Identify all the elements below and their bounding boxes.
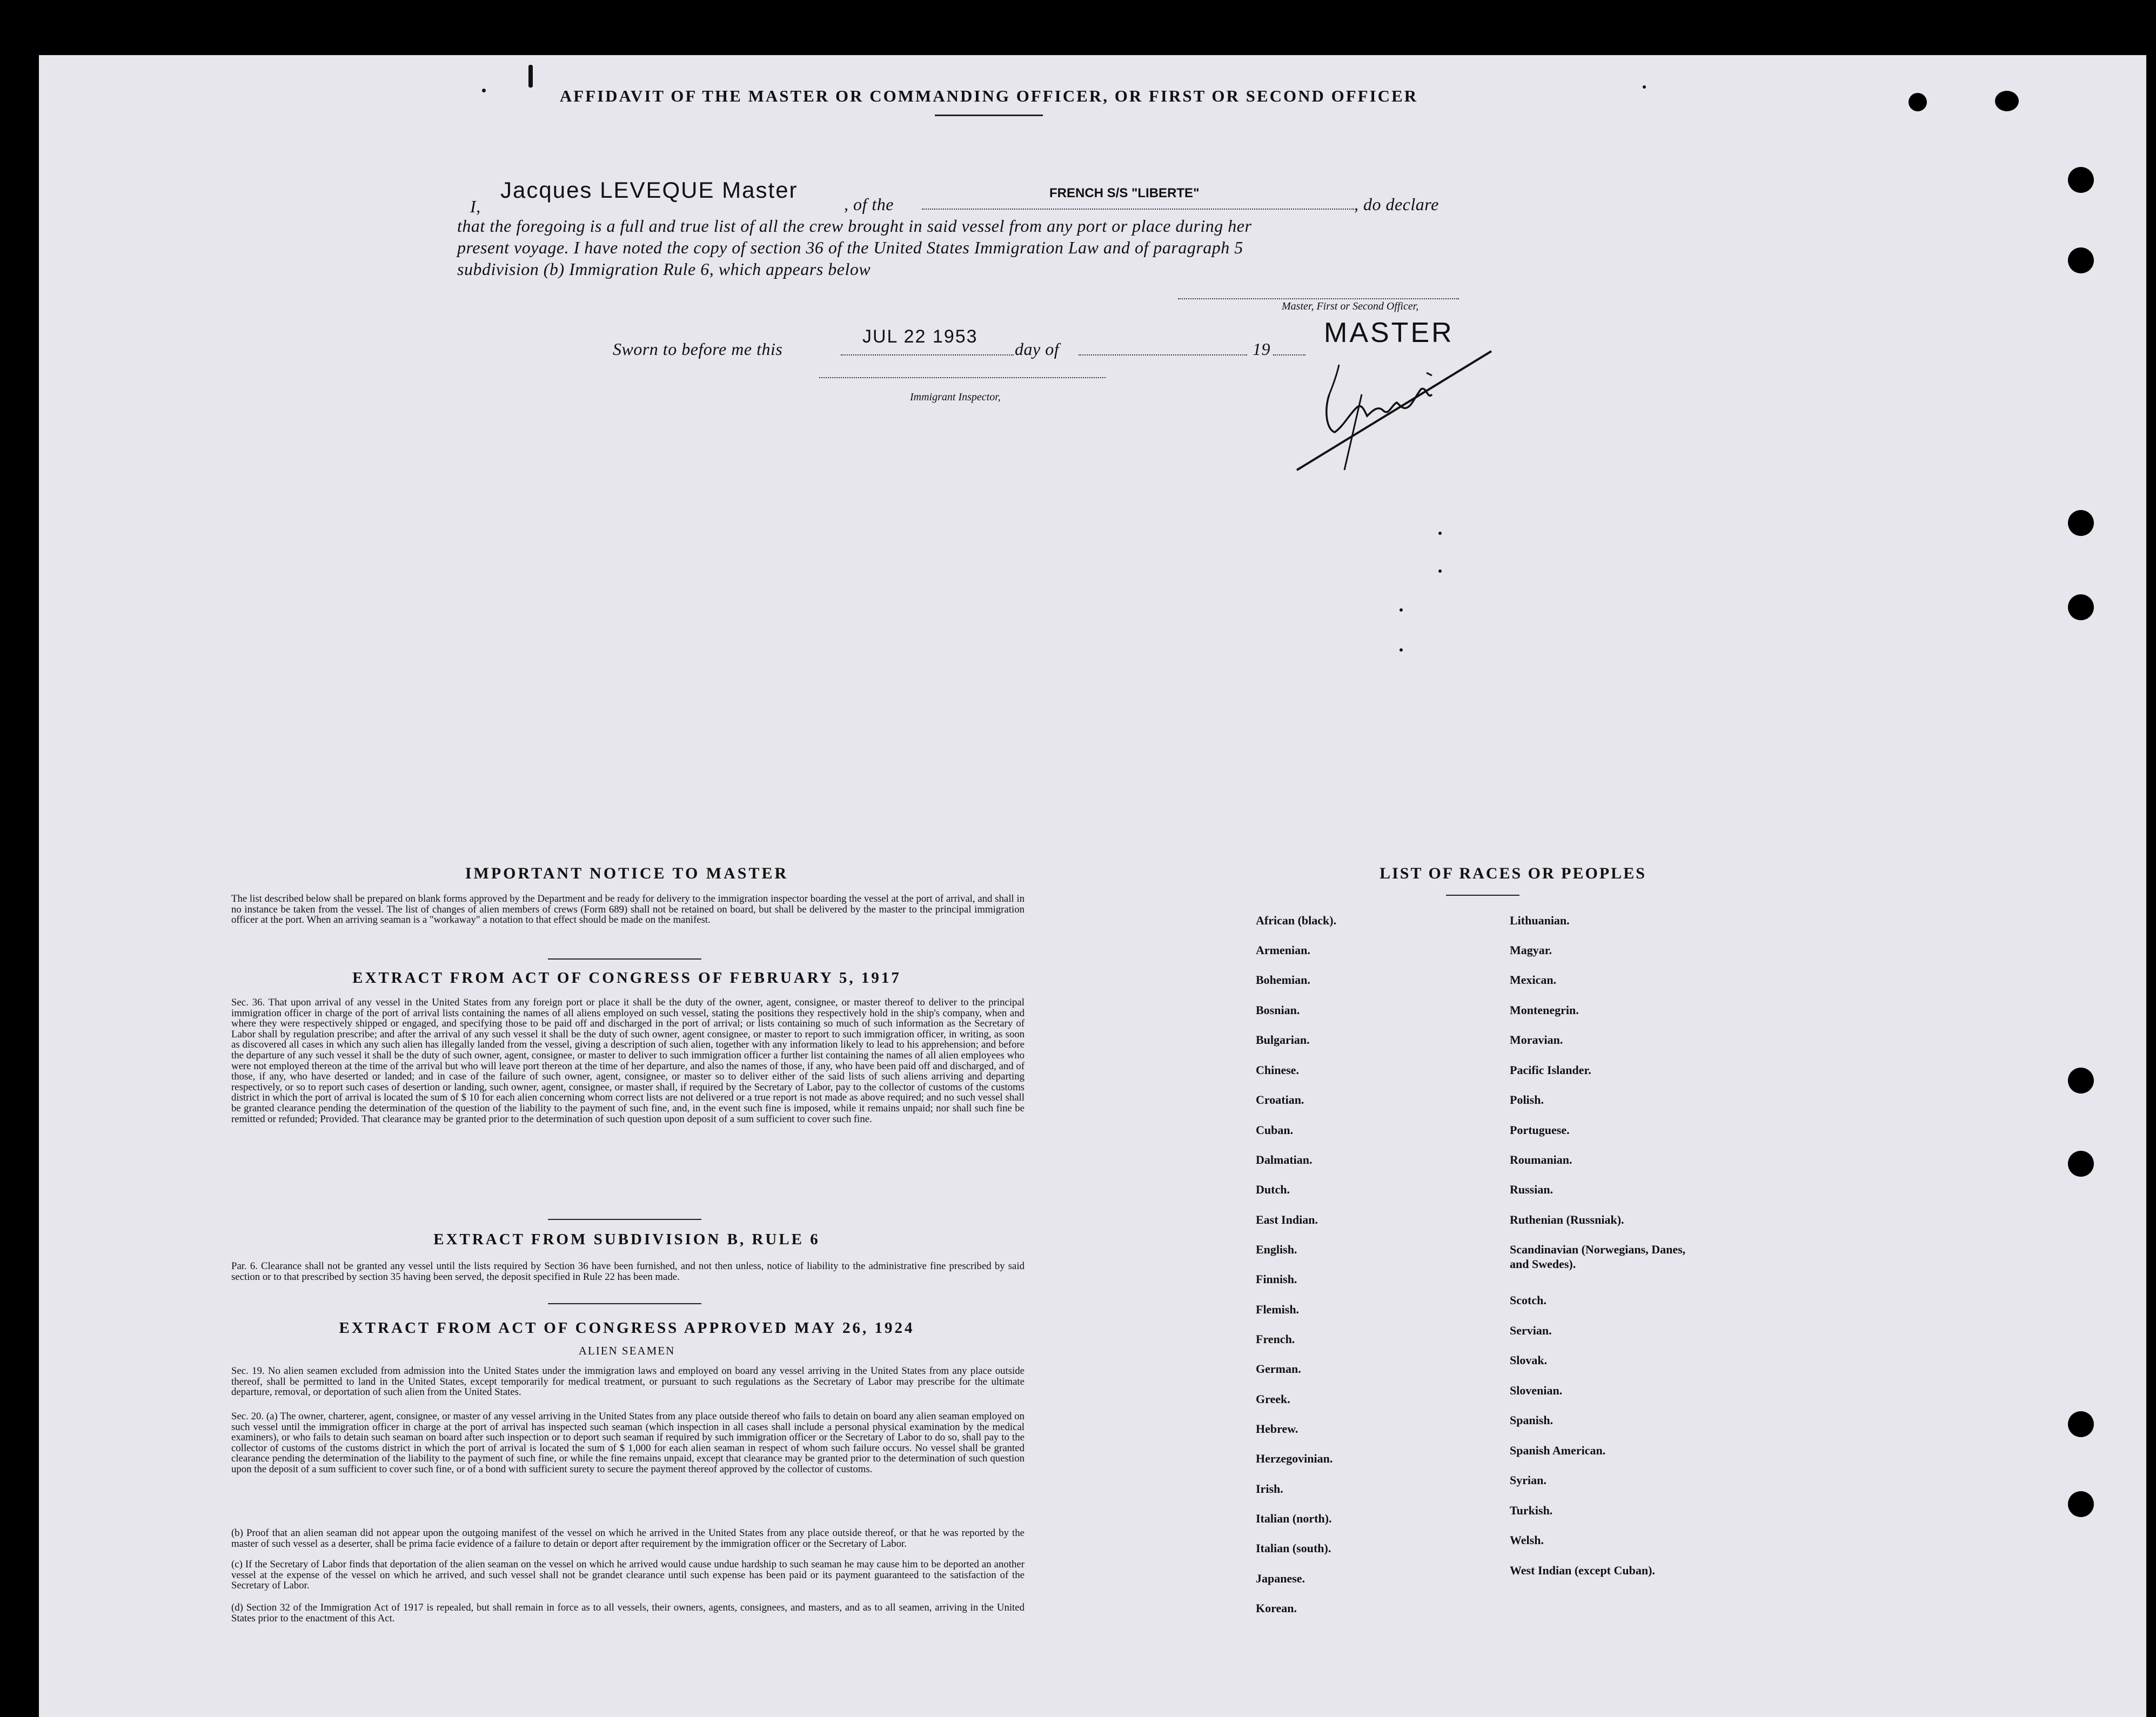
section1-text: Sec. 36. That upon arrival of any vessel in the United States from any foreign port or place it shall be the duty of the owner, agent, consignee, or master thereof to deliver to the principal immigration officer in charge of the port of arrival lists containing the names of all aliens employed on such vessel, stating the positions they respectively hold in the ship's company, when and where they were respectively shipped or engaged, and specifying those to be paid off and discharged in the port of arrival; or lists containing so much of such information as the Secretary of Labor shall by regulation prescribe; and after the arrival of any such vessel it shall be the duty of such owner, agent consignee, or master to report to such immigration officer, in writing, as soon as discovered all cases in which any such alien has illegally landed from the vessel, giving a description of such alien, together with any information likely to lead to his apprehension; and before the departure of any such vessel it shall be the duty of such owner, agent, consignee, or master to deliver to such immigration officer a further list containing the names of all alien employees who were not employed thereon at the time of the arrival but who will leave port thereon at the time of her departure, and also the names of those, if any, who have been paid off and discharged, and of those, if any, who have deserted or landed; and in case of the failure of such owner, agent, consignee, or master so to deliver either of the said lists of such aliens arriving and departing respectively, or so to report such cases of desertion or landing, such owner, agent, consignee, or master shall, if required by the Secretary of Labor, pay to the collector of customs of the customs district in which the port of arrival is located the sum of $ 10 for each alien concerning whom correct lists are not delivered or a true report is not made as above required; and no such vessel shall be granted clearance pending the determination of the question of the liability to the payment of such fine, and, in the event such fine is imposed, while it remains unpaid; nor shall such fine be remitted or refunded; Provided. That clearance may be granted prior to the determination of such question upon deposit of a sum sufficient to cover such fine. xyxy=(231,997,1025,1125)
sworn-day-line xyxy=(841,354,1014,356)
speck xyxy=(1400,648,1403,652)
punch-hole xyxy=(2068,167,2094,193)
race-left-15: French. xyxy=(1256,1332,1295,1346)
race-left-19: Herzegovinian. xyxy=(1256,1452,1333,1465)
race-right-2: Magyar. xyxy=(1510,943,1552,957)
race-right-21: Welsh. xyxy=(1510,1533,1544,1547)
speck xyxy=(1400,608,1403,612)
race-right-6: Pacific Islander. xyxy=(1510,1063,1591,1077)
section1-title: EXTRACT FROM ACT OF CONGRESS OF FEBRUARY 5, 1917 xyxy=(352,969,901,987)
affidavit-do-declare: , do declare xyxy=(1354,194,1439,214)
race-right-8: Portuguese. xyxy=(1510,1123,1570,1137)
race-right-20: Turkish. xyxy=(1510,1504,1553,1517)
section2-rule xyxy=(548,1303,701,1304)
races-title: LIST OF RACES OR PEOPLES xyxy=(1380,864,1646,882)
race-right-13: Scotch. xyxy=(1510,1293,1546,1307)
race-left-20: Irish. xyxy=(1256,1482,1283,1495)
speck xyxy=(1438,569,1442,573)
punch-hole xyxy=(2068,594,2094,620)
notice-rule xyxy=(548,958,701,960)
race-left-22: Italian (south). xyxy=(1256,1541,1331,1555)
inspector-signature-line xyxy=(819,377,1106,378)
punch-hole xyxy=(1909,93,1927,111)
race-right-18: Spanish American. xyxy=(1510,1444,1606,1457)
race-right-16: Slovenian. xyxy=(1510,1384,1563,1397)
day-of-text: day of xyxy=(1015,339,1060,359)
race-right-3: Mexican. xyxy=(1510,973,1557,987)
sworn-date-stamp: JUL 22 1953 xyxy=(862,326,978,347)
vessel-line xyxy=(922,209,1354,210)
race-left-13: Finnish. xyxy=(1256,1272,1297,1286)
affidavit-statement-line-3: subdivision (b) Immigration Rule 6, which appears below xyxy=(457,259,871,279)
affidavit-of-the: , of the xyxy=(844,194,894,214)
section1-rule xyxy=(548,1219,701,1220)
race-left-10: Dutch. xyxy=(1256,1183,1290,1196)
race-right-9: Roumanian. xyxy=(1510,1153,1572,1166)
affidavit-title-rule xyxy=(935,115,1043,116)
vessel-name: FRENCH S/S "LIBERTE" xyxy=(1049,186,1200,200)
race-left-7: Croatian. xyxy=(1256,1093,1304,1106)
race-left-4: Bosnian. xyxy=(1256,1003,1300,1017)
race-right-22: West Indian (except Cuban). xyxy=(1510,1564,1655,1577)
sworn-month-line xyxy=(1079,354,1247,356)
officer-name: Jacques LEVEQUE Master xyxy=(500,177,798,203)
affidavit-i-prefix: I, xyxy=(470,197,481,216)
race-right-11: Ruthenian (Russniak). xyxy=(1510,1213,1624,1226)
section3-sec20d: (d) Section 32 of the Immigration Act of 1917 is repealed, but shall remain in force as to all vessels, their owners, agents, consignees, and masters, and as to all seamen, arriving in the United States prior to the enactment of this Act. xyxy=(231,1602,1025,1624)
punch-hole xyxy=(2068,247,2094,273)
inspector-caption: Immigrant Inspector, xyxy=(910,391,1001,403)
officer-signature-line xyxy=(1178,298,1459,299)
speck xyxy=(528,65,533,88)
section3-subtitle: ALIEN SEAMEN xyxy=(578,1344,675,1357)
race-left-5: Bulgarian. xyxy=(1256,1033,1310,1047)
race-left-11: East Indian. xyxy=(1256,1213,1318,1226)
race-right-12: Scandinavian (Norwegians, Danes, and Swedes). xyxy=(1510,1243,1686,1271)
section3-sec20a: Sec. 20. (a) The owner, charterer, agent, consignee, or master of any vessel arriving in the United States from any place outside thereof who fails to detain on board any alien seaman employed on such vessel until the immigration officer in charge at the port of arrival has inspected such seaman (which inspection in all cases shall include a personal physical examination by the medical examiners), or who fails to detain such seaman on board after such inspection or to deport such seaman if required by such immigration officer or the Secretary of Labor to do so, shall pay to the collector of customs of the customs district in which the port of arrival is located the sum of $ 1,000 for each alien seaman in respect of whom such failure occurs. No vessel shall be granted clearance pending the determination of the liability to the payment of such fine, or while the fine remains unpaid, except that clearance may be granted prior to the determination of such question upon the deposit of a sum sufficient to cover such fine, or of a bond with sufficient surety to secure the payment thereof approved by the collector of customs. xyxy=(231,1411,1025,1475)
notice-title: IMPORTANT NOTICE TO MASTER xyxy=(465,864,789,882)
race-right-7: Polish. xyxy=(1510,1093,1544,1106)
race-right-10: Russian. xyxy=(1510,1183,1554,1196)
race-right-1: Lithuanian. xyxy=(1510,914,1570,927)
race-right-17: Spanish. xyxy=(1510,1413,1554,1427)
race-left-8: Cuban. xyxy=(1256,1123,1294,1137)
punch-hole xyxy=(2068,1151,2094,1177)
race-left-1: African (black). xyxy=(1256,914,1337,927)
section3-title: EXTRACT FROM ACT OF CONGRESS APPROVED MAY 26, 1924 xyxy=(339,1319,915,1337)
race-left-24: Korean. xyxy=(1256,1601,1297,1615)
officer-caption: Master, First or Second Officer, xyxy=(1282,300,1419,312)
speck xyxy=(1438,532,1442,535)
affidavit-title: AFFIDAVIT OF THE MASTER OR COMMANDING OFFICER, OR FIRST OR SECOND OFFICER xyxy=(559,86,1418,105)
race-right-14: Servian. xyxy=(1510,1324,1552,1337)
affidavit-statement-line-1: that the foregoing is a full and true list of all the crew brought in said vessel from any port or place during her xyxy=(457,216,1252,236)
race-left-3: Bohemian. xyxy=(1256,973,1310,987)
punch-hole xyxy=(2068,1411,2094,1437)
race-left-21: Italian (north). xyxy=(1256,1512,1332,1525)
section2-title: EXTRACT FROM SUBDIVISION B, RULE 6 xyxy=(433,1231,820,1248)
affidavit-statement-line-2: present voyage. I have noted the copy of section 36 of the United States Immigration Law and of paragraph 5 xyxy=(457,238,1243,257)
punch-hole xyxy=(2068,1068,2094,1094)
rank-stamp: MASTER xyxy=(1324,317,1454,348)
race-left-17: Greek. xyxy=(1256,1392,1290,1406)
race-left-14: Flemish. xyxy=(1256,1303,1300,1316)
races-title-rule xyxy=(1446,895,1519,896)
race-left-23: Japanese. xyxy=(1256,1572,1305,1585)
section3-sec19: Sec. 19. No alien seamen excluded from admission into the United States under the immigration laws and employed on board any vessel arriving in the United States from any place outside thereof, shall be permitted to land in the United States, except temporarily for medical treatment, or pursuant to such regulations as the Secretary of Labor may prescribe for the ultimate departure, removal, or deportation of such alien from the United States. xyxy=(231,1365,1025,1398)
year-prefix: 19 xyxy=(1253,339,1270,359)
section3-sec20b: (b) Proof that an alien seaman did not appear upon the outgoing manifest of the vessel on which he arrived in the United States from any place outside thereof, or that he was reported by the master of such vessel as a deserter, shall be prima facie evidence of a failure to detain or deport after requirement by the immigration officer or the Secretary of Labor. xyxy=(231,1527,1025,1550)
race-left-2: Armenian. xyxy=(1256,943,1310,957)
section2-text: Par. 6. Clearance shall not be granted any vessel until the lists required by Section 36 have been furnished, and not then unless, notice of liability to the administrative fine prescribed by said section or to that prescribed by section 35 having been served, the deposit specified in Rule 22 has been made. xyxy=(231,1260,1025,1283)
section3-sec20c: (c) If the Secretary of Labor finds that deportation of the alien seaman on the vessel on which he arrived would cause undue hardship to such seaman he may cause him to be deported an another vessel at the expense of the vessel on which he arrived, and such vessel shall not be grandet clearance until such expense has been paid or its payment guaranteed to the satisfaction of the Secretary of Labor. xyxy=(231,1559,1025,1592)
sworn-text: Sworn to before me this xyxy=(613,339,783,359)
punch-hole xyxy=(2068,510,2094,536)
race-right-4: Montenegrin. xyxy=(1510,1003,1579,1017)
speck xyxy=(1643,85,1646,89)
race-left-18: Hebrew. xyxy=(1256,1422,1298,1436)
handwritten-signature xyxy=(1275,335,1502,486)
race-left-6: Chinese. xyxy=(1256,1063,1300,1077)
race-right-5: Moravian. xyxy=(1510,1033,1563,1047)
race-left-16: German. xyxy=(1256,1362,1301,1376)
notice-intro-text: The list described below shall be prepared on blank forms approved by the Department and be ready for delivery to the immigration inspector boarding the vessel at the port of arrival, and shall in no instance be taken from the vessel. The list of changes of alien members of crews (Form 689) shall not be retained on board, but shall be delivered by the master to the principal immigration officer at the port. When an arriving seaman is a "workaway" a notation to that effect should be made on the manifest. xyxy=(231,893,1025,926)
punch-hole xyxy=(2068,1491,2094,1517)
punch-hole xyxy=(1995,91,2019,111)
race-right-15: Slovak. xyxy=(1510,1353,1548,1367)
race-right-19: Syrian. xyxy=(1510,1473,1546,1487)
race-left-12: English. xyxy=(1256,1243,1297,1256)
race-left-9: Dalmatian. xyxy=(1256,1153,1313,1166)
